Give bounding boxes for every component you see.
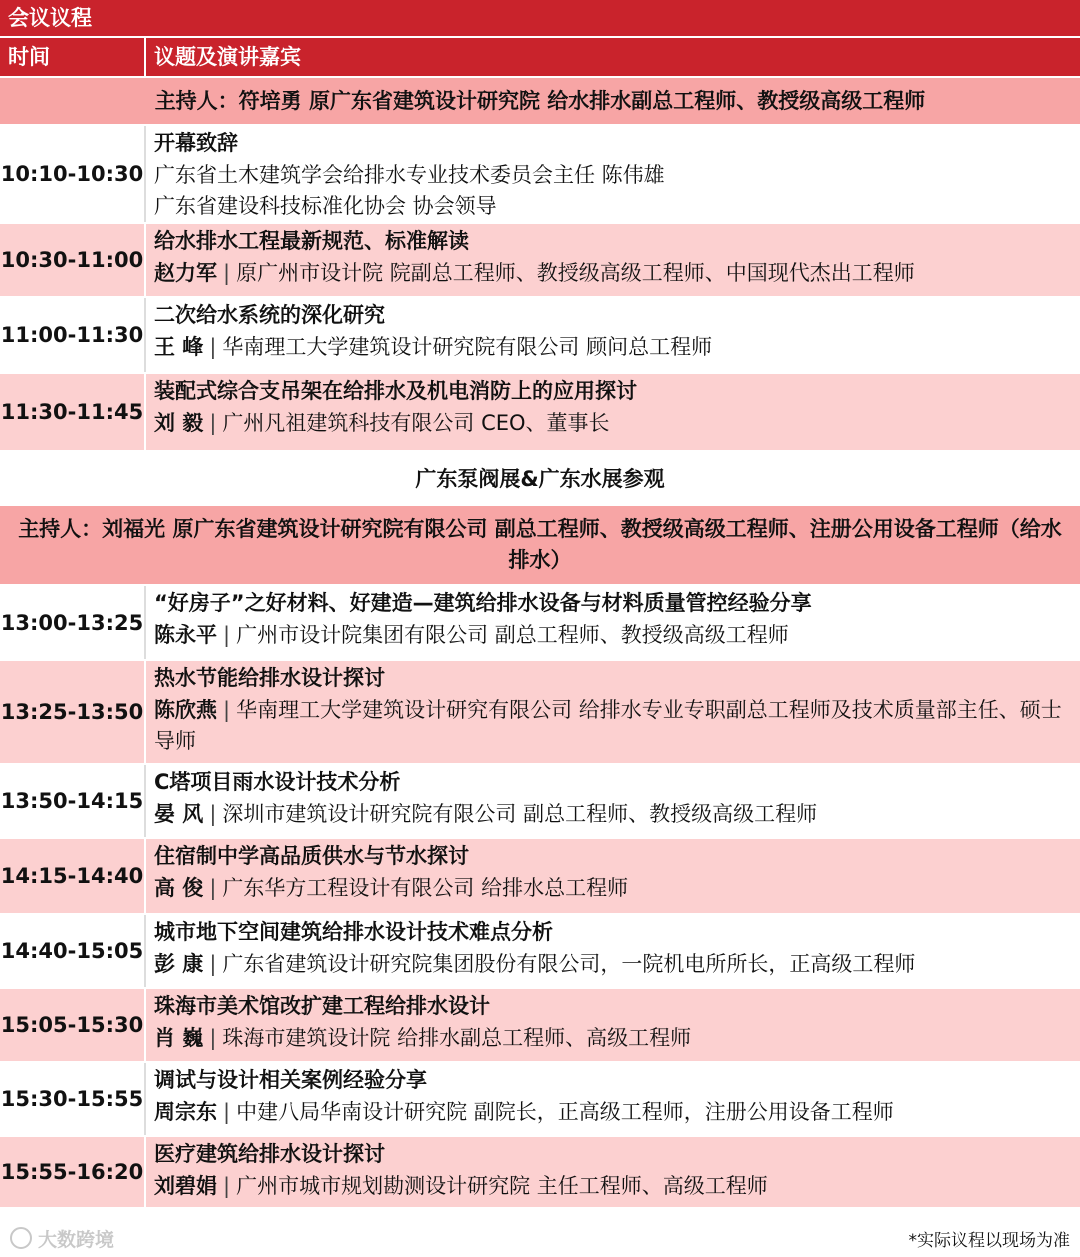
row-speaker-desc: 华南理工大学建筑设计研究院有限公司 顾问总工程师 — [222, 334, 713, 359]
row-content — [146, 661, 1080, 763]
row-time: 15:30-15:55 — [0, 1063, 146, 1135]
row-line: 广东省土木建筑学会给排水专业技术委员会主任 陈伟雄 — [154, 162, 665, 187]
table-header — [0, 36, 1080, 78]
break-banner: 广东泵阀展&广东水展参观 — [0, 452, 1080, 506]
row-speaker-desc: 华南理工大学建筑设计研究有限公司 给排水专业专职副总工程师及技术质量部主任、硕士导师 — [154, 697, 1062, 753]
row-speaker-desc: 广东省建筑设计研究院集团股份有限公司，一院机电所所长，正高级工程师 — [222, 951, 916, 976]
row-topic: 开幕致辞 — [154, 131, 238, 155]
watermark-logo-icon — [10, 1227, 32, 1249]
row-topic: “好房子”之好材料、好建造—建筑给排水设备与材料质量管控经验分享 — [154, 591, 812, 615]
separator: | — [223, 1099, 231, 1124]
row-time: 15:55-16:20 — [0, 1137, 146, 1207]
host-banner-1: 主持人：符培勇 原广东省建筑设计研究院 给水排水副总工程师、教授级高级工程师 — [0, 78, 1080, 126]
row-speaker-desc: 原广州市设计院 院副总工程师、教授级高级工程师、中国现代杰出工程师 — [236, 260, 915, 285]
row-topic: C塔项目雨水设计技术分析 — [154, 770, 401, 794]
row-topic: 调试与设计相关案例经验分享 — [154, 1068, 427, 1092]
agenda-row — [0, 298, 1080, 374]
agenda-row — [0, 915, 1080, 989]
topic-column-header: 议题及演讲嘉宾 — [154, 45, 301, 69]
row-time: 11:30-11:45 — [0, 374, 146, 450]
row-speaker: 晏 风 — [154, 801, 204, 826]
row-topic: 住宿制中学高品质供水与节水探讨 — [154, 844, 469, 868]
row-time: 14:40-15:05 — [0, 915, 146, 987]
row-content — [146, 374, 1080, 450]
row-time: 13:00-13:25 — [0, 586, 146, 659]
row-topic: 给水排水工程最新规范、标准解读 — [154, 229, 469, 253]
row-speaker-desc: 广州凡祖建筑科技有限公司 CEO、董事长 — [222, 410, 610, 435]
separator: | — [209, 1025, 217, 1050]
agenda-row — [0, 374, 1080, 452]
page-title: 会议议程 — [0, 0, 1080, 36]
separator: | — [209, 875, 217, 900]
row-content — [146, 915, 1080, 987]
row-line: 广东省建设科技标准化协会 协会领导 — [154, 194, 497, 218]
agenda-row — [0, 765, 1080, 839]
separator: | — [209, 410, 217, 435]
row-speaker: 彭 康 — [154, 951, 204, 976]
row-content — [146, 765, 1080, 837]
agenda-row — [0, 586, 1080, 661]
row-time: 10:30-11:00 — [0, 224, 146, 296]
row-speaker: 陈欣燕 — [154, 697, 217, 722]
row-speaker: 肖 巍 — [154, 1025, 204, 1050]
row-topic: 城市地下空间建筑给排水设计技术难点分析 — [154, 920, 553, 944]
row-content — [146, 989, 1080, 1061]
agenda-row — [0, 224, 1080, 298]
row-speaker-desc: 广东华方工程设计有限公司 给排水总工程师 — [222, 875, 629, 900]
footer — [0, 1219, 1080, 1257]
row-topic: 二次给水系统的深化研究 — [154, 303, 385, 327]
agenda-row — [0, 989, 1080, 1063]
row-time: 13:25-13:50 — [0, 661, 146, 763]
row-topic: 珠海市美术馆改扩建工程给排水设计 — [154, 994, 490, 1018]
agenda-row — [0, 839, 1080, 915]
row-speaker-desc: 广州市城市规划勘测设计研究院 主任工程师、高级工程师 — [236, 1173, 768, 1198]
row-content — [146, 1137, 1080, 1207]
row-speaker: 刘 毅 — [154, 410, 204, 435]
row-content — [146, 839, 1080, 913]
row-speaker-desc: 珠海市建筑设计院 给排水副总工程师、高级工程师 — [222, 1025, 692, 1050]
row-time: 10:10-10:30 — [0, 126, 146, 222]
row-content — [146, 1063, 1080, 1135]
row-topic: 装配式综合支吊架在给排水及机电消防上的应用探讨 — [154, 379, 637, 403]
row-time: 13:50-14:15 — [0, 765, 146, 837]
agenda-row — [0, 126, 1080, 224]
time-column-header: 时间 — [0, 38, 146, 76]
row-speaker: 王 峰 — [154, 334, 204, 359]
watermark — [10, 1225, 114, 1252]
separator: | — [223, 622, 231, 647]
row-content — [146, 298, 1080, 372]
agenda-row — [0, 661, 1080, 765]
host-banner-2: 主持人：刘福光 原广东省建筑设计研究院有限公司 副总工程师、教授级高级工程师、注册公用设备工程师（给水排水） — [0, 506, 1080, 586]
separator: | — [223, 697, 231, 722]
row-speaker: 周宗东 — [154, 1099, 217, 1124]
separator: | — [209, 334, 217, 359]
row-speaker: 赵力军 — [154, 260, 217, 285]
row-topic: 热水节能给排水设计探讨 — [154, 666, 385, 690]
row-speaker: 陈永平 — [154, 622, 217, 647]
row-speaker: 刘碧娟 — [154, 1173, 217, 1198]
separator: | — [209, 951, 217, 976]
separator: | — [209, 801, 217, 826]
separator: | — [223, 260, 231, 285]
row-time: 14:15-14:40 — [0, 839, 146, 913]
row-time: 15:05-15:30 — [0, 989, 146, 1061]
row-speaker-desc: 深圳市建筑设计研究院有限公司 副总工程师、教授级高级工程师 — [222, 801, 818, 826]
separator: | — [223, 1173, 231, 1198]
footnote: *实际议程以现场为准 — [908, 1230, 1070, 1251]
row-speaker: 高 俊 — [154, 875, 204, 900]
agenda-row — [0, 1063, 1080, 1137]
row-content — [146, 586, 1080, 659]
row-speaker-desc: 广州市设计院集团有限公司 副总工程师、教授级高级工程师 — [236, 622, 789, 647]
row-time: 11:00-11:30 — [0, 298, 146, 372]
row-topic: 医疗建筑给排水设计探讨 — [154, 1142, 385, 1166]
watermark-text: 大数跨境 — [38, 1228, 115, 1251]
agenda-row — [0, 1137, 1080, 1209]
row-content — [146, 126, 1080, 222]
row-speaker-desc: 中建八局华南设计研究院 副院长，正高级工程师，注册公用设备工程师 — [236, 1099, 894, 1124]
row-content — [146, 224, 1080, 296]
